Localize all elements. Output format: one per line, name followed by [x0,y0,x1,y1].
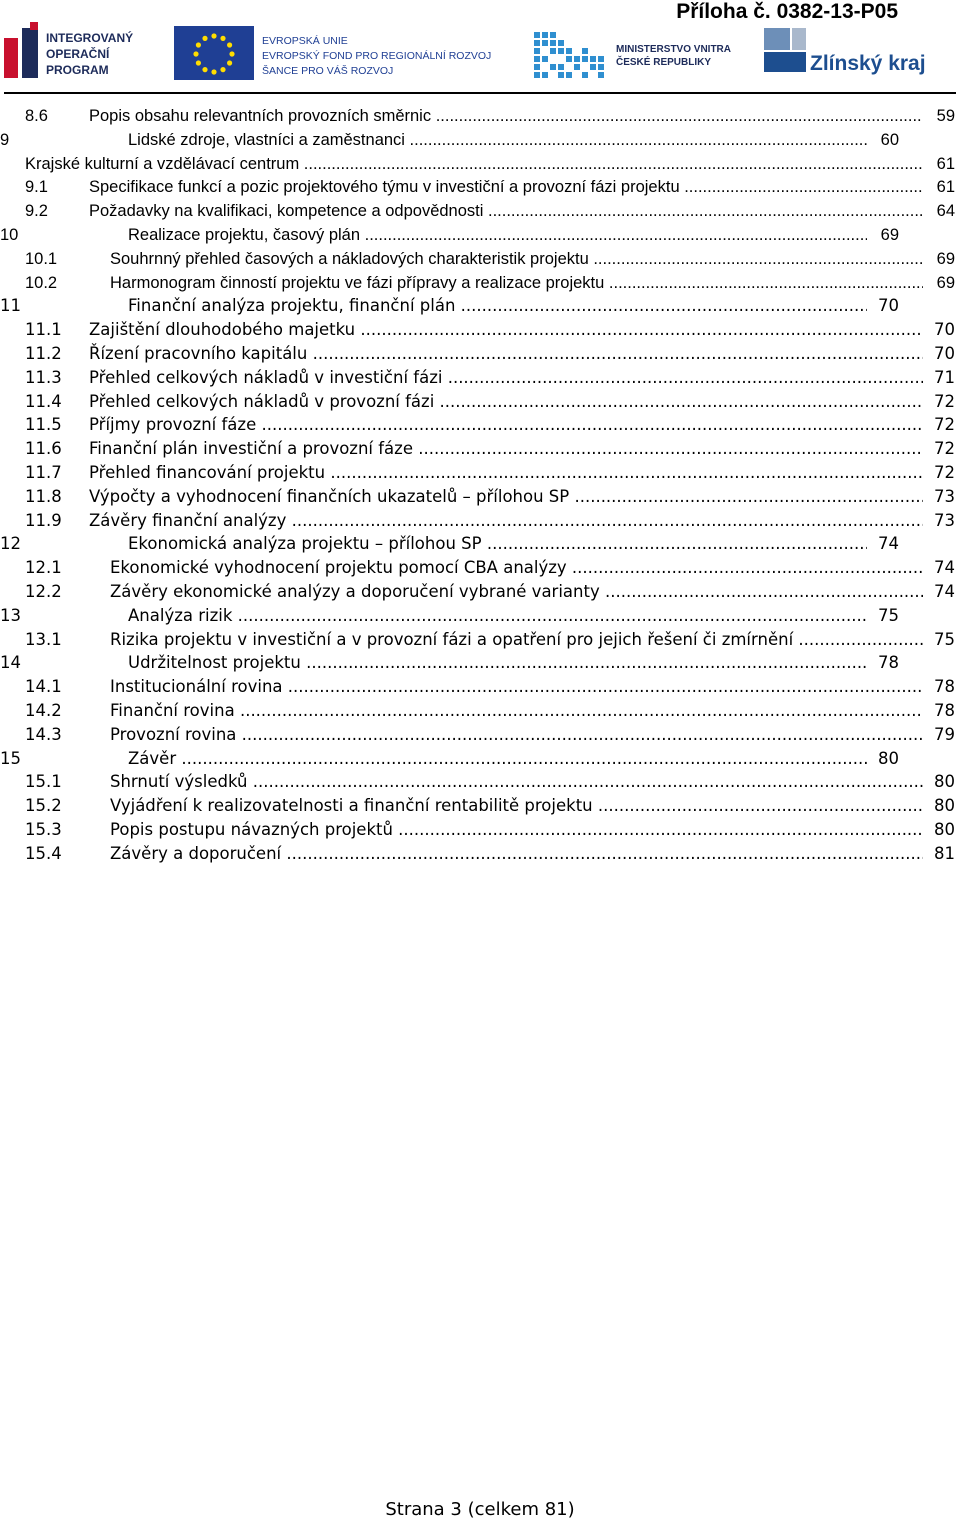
toc-entry-number: 12 [0,534,21,554]
toc-entry-number: 10 [0,226,19,244]
toc-entry[interactable] [0,485,960,509]
toc-entry-title: Závěry a doporučení ..... [110,842,923,866]
toc-entry-page: 73 [923,509,955,533]
toc-entry-title: Řízení pracovního kapitálu ..... [89,342,923,366]
toc-entry[interactable] [0,747,960,771]
toc-entry[interactable] [0,294,960,318]
toc-entry-page: 75 [867,604,899,628]
mv-logo [534,32,731,78]
toc-entry-number: 11.2 [25,344,62,363]
toc-entry-page: 78 [867,651,899,675]
zlin-text: Zlínský kraj [810,52,926,75]
toc-entry-number: 11.1 [25,320,62,340]
toc-entry-number: 11.7 [25,463,62,482]
eu-line-1: EVROPSKÁ UNIE [262,35,348,47]
iop-line-3: PROGRAM [46,63,109,77]
toc-entry-number: 8.6 [25,107,48,125]
toc-entry-page: 59 [923,104,955,128]
toc-entry-title: Přehled financování projektu ..... [89,461,923,485]
toc-entry-title: Provozní rovina ..... [110,723,923,747]
toc-entry[interactable] [0,413,960,437]
toc-entry-page: 74 [867,532,899,556]
toc-entry[interactable] [0,842,960,866]
eu-line-2: EVROPSKÝ FOND PRO REGIONÁLNÍ ROZVOJ [262,50,492,62]
iop-line-2: OPERAČNÍ [46,47,110,61]
toc-entry-title: Závěry ekonomické analýzy a doporučení vybrané varianty ..... [110,580,923,604]
toc-entry-number: 10.2 [25,273,58,292]
toc-entry[interactable] [0,628,960,652]
toc-entry-number: 14 [0,653,21,673]
header-rule [4,92,956,94]
toc-entry[interactable] [0,675,960,699]
toc-entry-title: Krajské kulturní a vzdělávací centrum ..... [25,152,923,176]
toc-entry[interactable] [0,199,960,223]
toc-entry-title: Specifikace funkcí a pozic projektového týmu v investiční a provozní fázi projektu ..... [89,175,923,199]
toc-entry-page: 69 [923,271,955,295]
toc-entry-page: 71 [923,366,955,390]
toc-entry-number: 15 [0,748,21,768]
toc-entry-page: 80 [867,747,899,771]
toc-entry[interactable] [0,437,960,461]
zlin-region-logo [764,28,926,75]
toc-entry-title: Lidské zdroje, vlastníci a zaměstnanci ..... [128,128,867,152]
toc-entry-page: 79 [923,723,955,747]
toc-entry-number: 14.3 [25,724,62,744]
toc-entry-number: 13.1 [25,629,62,649]
toc-entry-page: 72 [923,390,955,414]
toc-entry-title: Analýza rizik ..... [128,604,867,628]
toc-entry-page: 61 [923,175,955,199]
iop-logo [4,22,133,78]
toc-entry-number: 9 [0,130,10,149]
toc-entry-page: 61 [923,152,955,176]
toc-entry[interactable] [0,818,960,842]
toc-entry[interactable] [0,509,960,533]
toc-entry-number: 11.3 [25,367,62,387]
toc-entry-number: 15.1 [25,772,62,792]
toc-entry-title: Institucionální rovina ..... [110,675,923,699]
toc-entry-title: Popis postupu návazných projektů ..... [110,818,923,842]
toc-entry-title: Rizika projektu v investiční a v provozní fázi a opatření pro jejich řešení či zmírnění ..... [110,628,923,652]
toc-entry-page: 69 [867,223,899,247]
toc-entry-number: 11.8 [25,486,62,506]
toc-entry-number: 9.1 [25,178,48,197]
toc-entry[interactable] [0,318,960,342]
toc-entry-title: Ekonomické vyhodnocení projektu pomocí CBA analýzy ..... [110,556,923,580]
toc-entry-title: Souhrnný přehled časových a nákladových charakteristik projektu ..... [110,247,923,271]
toc-entry-number: 12.1 [25,558,62,578]
toc-entry-page: 81 [923,842,955,866]
toc-entry[interactable] [0,461,960,485]
toc-entry[interactable] [0,247,960,271]
toc-entry-page: 75 [923,628,955,652]
toc-entry-page: 69 [923,247,955,271]
toc-entry-title: Výpočty a vyhodnocení finančních ukazatelů – přílohou SP ..... [89,485,923,509]
toc-entry[interactable] [0,532,960,556]
toc-entry-number: 13 [0,605,21,625]
toc-entry[interactable] [0,390,960,414]
toc-entry-title: Přehled celkových nákladů v investiční fázi ..... [89,366,923,390]
attachment-label: Příloha č. 0382-13-P05 [676,0,898,23]
page-footer: Strana 3 (celkem 81) [385,1499,575,1520]
toc-entry-title: Přehled celkových nákladů v provozní fázi ..... [89,390,923,414]
toc-entry-number: 9.2 [25,202,48,221]
toc-entry-page: 64 [923,199,955,223]
header-logo-bar [4,22,956,84]
mv-dots-icon [534,32,604,78]
toc-entry-page: 72 [923,437,955,461]
toc-entry-page: 60 [867,128,899,152]
toc-entry[interactable] [0,152,960,176]
toc-entry[interactable] [0,723,960,747]
toc-entry[interactable] [0,794,960,818]
toc-entry-page: 74 [923,556,955,580]
toc-entry-title: Vyjádření k realizovatelnosti a finanční rentabilitě projektu ..... [110,794,923,818]
toc-entry-title: Ekonomická analýza projektu – přílohou SP ..... [128,532,867,556]
toc-entry-title: Harmonogram činností projektu ve fázi přípravy a realizace projektu ..... [110,271,923,295]
toc-entry[interactable] [0,699,960,723]
toc-entry-page: 72 [923,461,955,485]
toc-entry-title: Finanční plán investiční a provozní fáze ..... [89,437,923,461]
toc-entry-page: 70 [923,318,955,342]
toc-entry[interactable] [0,342,960,366]
toc-entry-title: Shrnutí výsledků ..... [110,770,923,794]
toc-entry-page: 74 [923,580,955,604]
eu-line-3: ŠANCE PRO VÁŠ ROZVOJ [262,65,394,77]
toc-entry[interactable] [0,604,960,628]
mv-line-2: ČESKÉ REPUBLIKY [616,57,712,68]
toc-entry-number: 11.4 [25,391,62,411]
toc-entry-page: 73 [923,485,955,509]
toc-entry-page: 72 [923,413,955,437]
toc-entry-number: 11.6 [25,439,62,459]
toc-entry[interactable] [0,366,960,390]
toc-entry-title: Udržitelnost projektu ..... [128,651,867,675]
toc-entry-number: 11.5 [25,415,62,435]
iop-line-1: INTEGROVANÝ [46,31,134,45]
toc-entry-number: 15.3 [25,820,62,839]
toc-entry[interactable] [0,556,960,580]
toc-entry-page: 80 [923,770,955,794]
toc-entry[interactable] [0,580,960,604]
toc-entry-page: 78 [923,699,955,723]
toc-entry-title: Finanční analýza projektu, finanční plán ..... [128,294,867,318]
toc-entry[interactable] [0,651,960,675]
toc-entry-number: 14.2 [25,701,62,720]
toc-entry-title: Zajištění dlouhodobého majetku ..... [89,318,923,342]
toc-entry[interactable] [0,770,960,794]
toc-entry-number: 15.2 [25,796,62,816]
toc-entry-title: Finanční rovina ..... [110,699,923,723]
toc-entry-number: 11 [0,296,21,316]
toc-entry-number: 10.1 [25,249,58,268]
toc-entry-page: 70 [867,294,899,318]
toc-entry-page: 80 [923,818,955,842]
toc-entry-title: Realizace projektu, časový plán ..... [128,223,867,247]
toc-entry[interactable] [0,223,960,247]
mv-line-1: MINISTERSTVO VNITRA [616,44,732,55]
toc-entry-number: 12.2 [25,582,62,601]
toc-entry[interactable] [0,271,960,295]
toc-entry-title: Příjmy provozní fáze ..... [89,413,923,437]
toc-entry-page: 70 [923,342,955,366]
toc-entry-number: 11.9 [25,510,62,530]
toc-entry-title: Požadavky na kvalifikaci, kompetence a odpovědnosti ..... [89,199,923,223]
eu-flag-logo [174,26,491,80]
toc-entry-number: 14.1 [25,677,62,697]
toc-entry-title: Závěr ..... [128,747,867,771]
toc-entry-page: 78 [923,675,955,699]
toc-entry-title: Popis obsahu relevantních provozních směrnic ..... [89,104,923,128]
toc-entry-title: Závěry finanční analýzy ..... [89,509,923,533]
toc-entry-number: 15.4 [25,843,62,863]
toc-entry[interactable] [0,175,960,199]
toc-entry[interactable] [0,104,960,128]
toc-entry[interactable] [0,128,960,152]
toc-entry-page: 80 [923,794,955,818]
